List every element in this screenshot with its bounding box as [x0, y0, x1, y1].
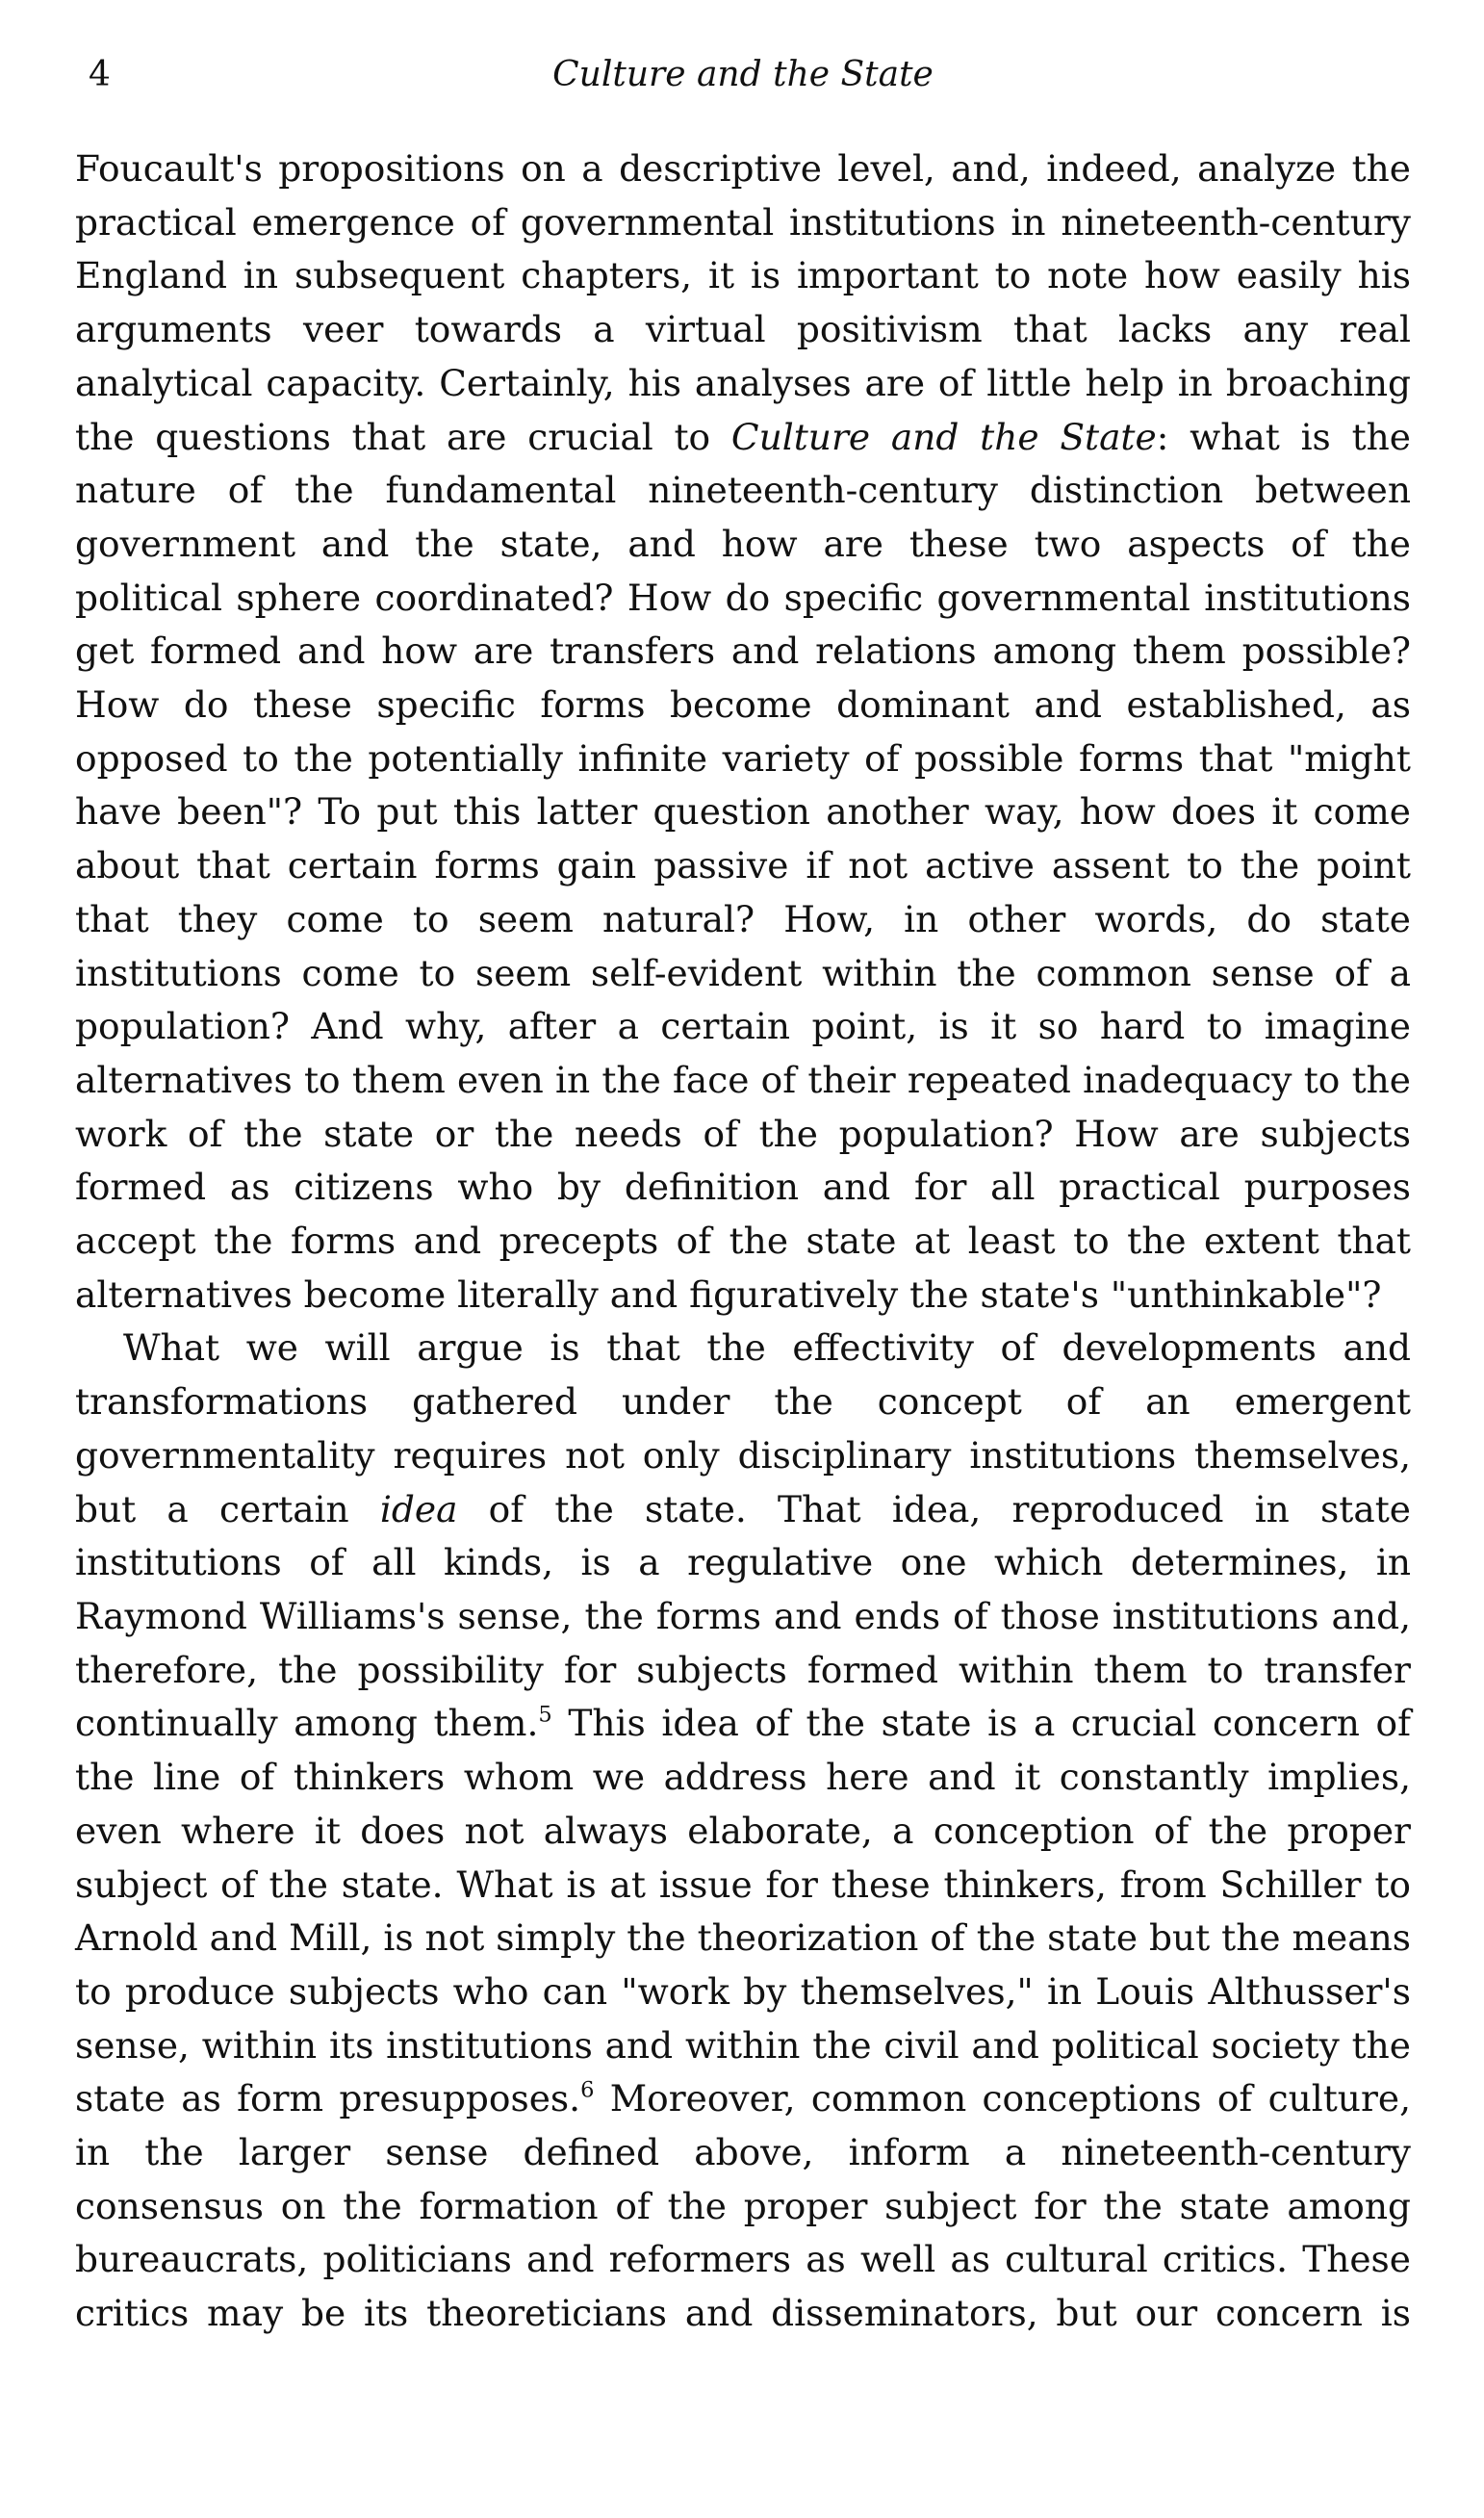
paragraph-2-text-d: Moreover, common conceptions of culture, in the larger sense defined above, inform a nineteenth-century consensus on the formation of the proper subject for the state among bureaucrats, politicians and reformers as well as cultural critics. These critics may be its theoreticians and disseminators, but our concern is: [75, 2077, 1411, 2335]
footnote-marker-6: 6: [580, 2077, 595, 2103]
book-page: [75, 50, 1411, 2341]
paragraph-2-text-c: This idea of the state is a crucial concern of the line of thinkers whom we address here and it constantly implies, even where it does not always elaborate, a conception of the proper subject of the state. What is at issue for these thinkers, from Schiller to Arnold and Mill, is not simply the theorization of the state but the means to produce subjects who can "work by themselves," in Louis Althusser's sense, within its institutions and within the civil and political society the state as form presupposes.: [75, 1702, 1412, 2120]
book-title-italic: Culture and the State: [730, 415, 1157, 458]
running-head: [75, 50, 1411, 100]
paragraph-1-text-b: : what is the nature of the fundamental nineteenth-century distinction between government and the state, and how are these two aspects of the political sphere coordinated? How do specific governmental institutions get formed and how are transfers and relations among them possible? How do these specific forms become dominant and established, as opposed to the potentially infinite variety of possible forms that "might have been"? To put this latter question another way, how does it come about that certain forms gain passive if not active assent to the point that they come to seem natural? How, in other words, do state institutions come to seem self-evident within the common sense of a population? And why, after a certain point, is it so hard to imagine alternatives to them even in the face of their repeated inadequacy to the work of the state or the needs of the population? How are subjects formed as citizens who by definition and for all practical purposes accept the forms and precepts of the state at least to the extent that alternatives become literally and figuratively the state's "unthinkable"?: [75, 415, 1411, 1316]
page-number: 4: [89, 55, 111, 94]
paragraph-2-text-a: What we will argue is that the effectivity of developments and transformations gathered under the concept of an emergent governmentality requires not only disciplinary institutions themselves, but a certain: [75, 1326, 1411, 1530]
paragraph-2: [75, 1322, 1411, 2340]
paragraph-1: [75, 142, 1411, 1322]
idea-italic: idea: [379, 1487, 458, 1530]
paragraph-1-text-a: Foucault's propositions on a descriptive level, and, indeed, analyze the practical emergence of governmental institutions in nineteenth-century England in subsequent chapters, it is important to note how easily his arguments veer towards a virtual positivism that lacks any real analytical capacity. Certainly, his analyses are of little help in broaching the questions that are crucial to: [75, 147, 1411, 458]
body-text: [75, 142, 1411, 2341]
paragraph-2-text-b: of the state. That idea, reproduced in state institutions of all kinds, is a regulative one which determines, in Raymond Williams's sense, the forms and ends of those institutions and, therefore, the possibility for subjects formed within them to transfer continually among them.: [75, 1487, 1411, 1745]
running-title: Culture and the State: [552, 55, 934, 94]
footnote-marker-5: 5: [538, 1702, 552, 1728]
